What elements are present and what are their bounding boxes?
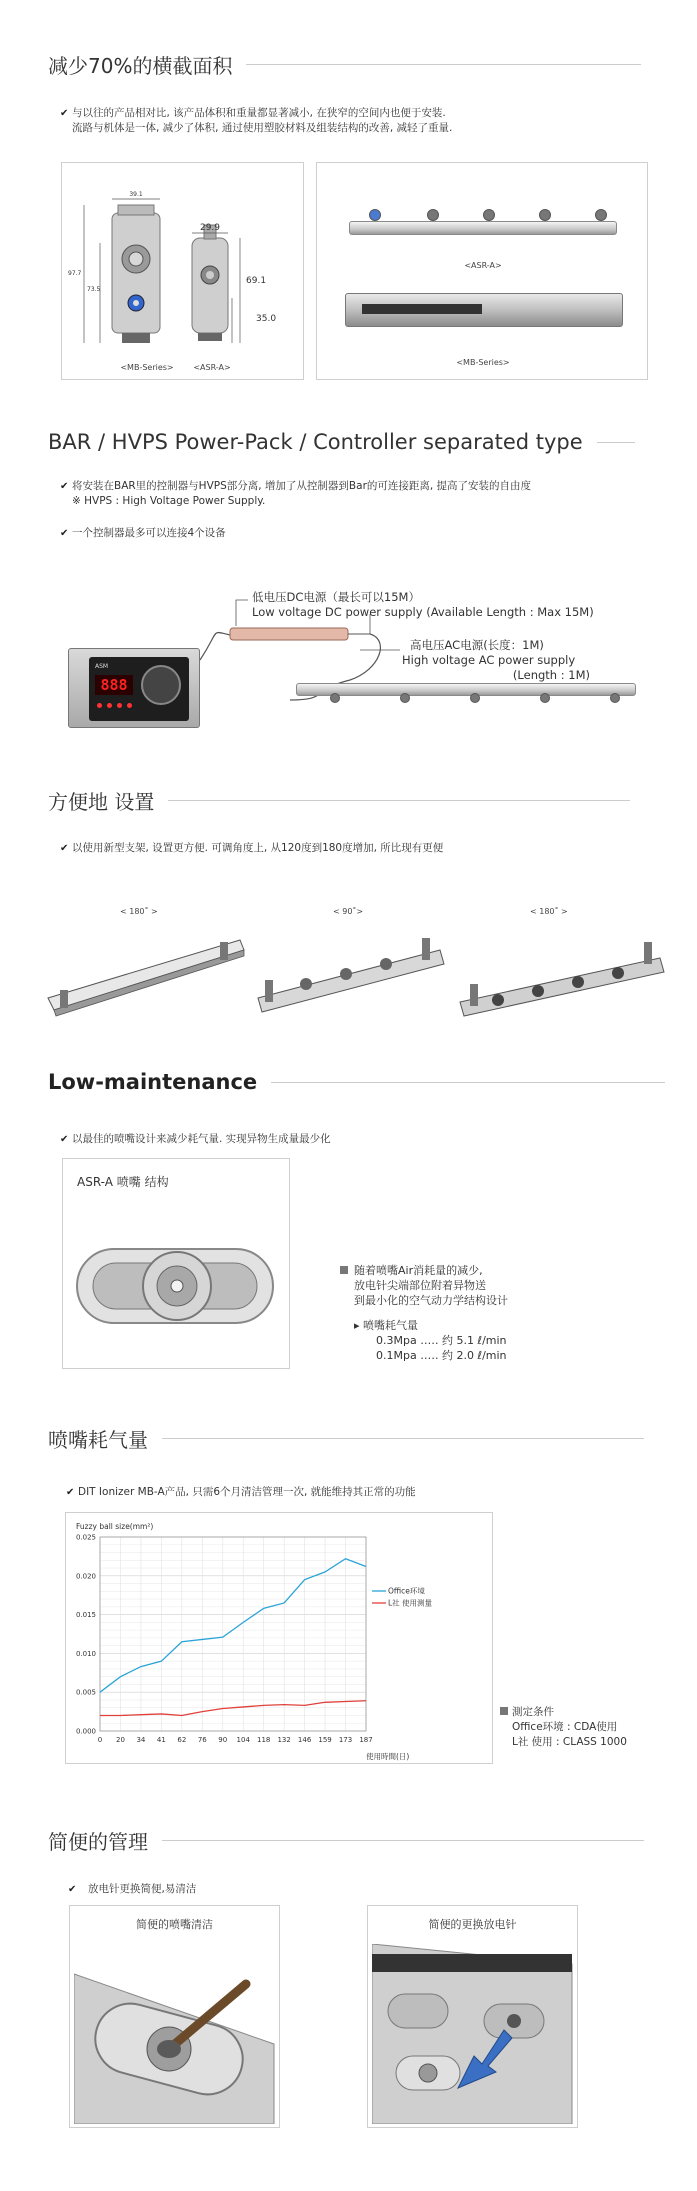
bullet-easy-management — [68, 1882, 196, 1897]
bullet-text: 以最佳的喷嘴设计来减少耗气量. 实现异物生成量最少化 — [72, 1133, 331, 1145]
legend-label: L社 使用测量 — [388, 1598, 433, 1608]
title-rule — [168, 800, 630, 801]
caption-asr-a-right: <ASR-A> — [464, 261, 502, 270]
angle-label: < 90˚> — [333, 907, 364, 916]
bullet-separated — [60, 479, 680, 509]
section-title-text: BAR / HVPS Power-Pack / Controller separated type — [48, 430, 583, 454]
legend-label: Office环境 — [388, 1586, 425, 1596]
hv-length-text: (Length : 1M) — [512, 668, 590, 682]
consumption-row: 0.1Mpa …‥ 约 2.0 ℓ/min — [376, 1349, 507, 1362]
series-line — [100, 1701, 366, 1716]
y-tick-label: 0.025 — [75, 1533, 96, 1542]
x-tick-label: 118 — [257, 1736, 271, 1744]
asr-a-body — [192, 238, 228, 333]
bullet-text: 流路与机体是一体, 减少了体积, 通过使用塑胶材料及组装结构的改善, 减轻了重量. — [72, 122, 453, 134]
bullet-text: 一个控制器最多可以连接4个设备 — [72, 527, 226, 539]
bullet-controller-count — [60, 526, 226, 541]
y-tick-label: 0.020 — [75, 1572, 96, 1581]
bullet-low-maintenance — [60, 1132, 331, 1147]
nozzle-icon — [540, 693, 550, 703]
angle-label: < 180˚ > — [530, 907, 568, 916]
bullet-text: 与以往的产品相对比, 该产品体积和重量都显著减小, 在狭窄的空间内也便于安装. — [72, 107, 446, 119]
box-title: 简便的更换放电针 — [428, 1918, 517, 1931]
dimension-drawing-box — [61, 162, 304, 380]
section-title-text: 方便地 设置 — [48, 790, 155, 814]
desc-text: 随着喷嘴Air消耗量的减少, — [354, 1264, 483, 1277]
bullet-text: DIT Ionizer MB-A产品, 只需6个月清洁管理一次, 就能维持其正常的功能 — [78, 1486, 416, 1498]
power-pack — [230, 628, 348, 640]
bullet-dot-icon: ▸ — [354, 1319, 364, 1332]
controller-panel — [89, 657, 189, 721]
low-voltage-label — [252, 590, 594, 620]
x-tick-label: 187 — [359, 1736, 373, 1744]
title-rule — [246, 64, 641, 65]
section-title-air-consumption — [48, 1424, 644, 1453]
fuzzy-ball-chart — [66, 1513, 492, 1763]
title-rule — [162, 1438, 644, 1439]
title-rule — [162, 1840, 644, 1841]
section-title-text: 简便的管理 — [48, 1830, 148, 1854]
mb-series-bar — [345, 293, 623, 327]
nozzle-illustration — [69, 1229, 285, 1349]
dim-label: 29.9 — [199, 223, 221, 233]
bullet-installation — [60, 841, 443, 856]
chart-x-label: 使用時間(日) — [366, 1752, 410, 1761]
check-icon: ✔ — [60, 528, 69, 539]
check-icon: ✔ — [60, 481, 69, 492]
bullet-text: 以使用新型支架, 设置更方便. 可调角度上, 从120度到180度增加, 所比现有更便 — [72, 842, 444, 854]
nozzle-structure-box — [62, 1158, 290, 1369]
nozzle-icon — [470, 693, 480, 703]
bullet-text: 将安装在BAR里的控制器与HVPS部分离, 增加了从控制器到Bar的可连接距离, 提高了安装的自由度 — [72, 480, 532, 492]
check-icon: ✔ — [66, 1487, 75, 1498]
cleaning-illustration — [74, 1944, 278, 2124]
lv-en-text: Low voltage DC power supply (Available Length : Max 15M) — [252, 605, 594, 619]
x-tick-label: 104 — [236, 1736, 250, 1744]
caption-mb-series: <MB-Series> — [120, 363, 174, 372]
ion-bar — [296, 683, 636, 696]
box-title: ASR-A 喷嘴 结构 — [77, 1175, 169, 1189]
section-title-cross-section — [48, 50, 641, 79]
nozzle-icon — [595, 209, 607, 221]
section-title-text: 喷嘴耗气量 — [48, 1428, 148, 1452]
consumption-row: 0.3Mpa …‥ 约 5.1 ℓ/min — [376, 1334, 507, 1347]
led-display: 888 — [95, 675, 133, 695]
angle-label: < 180˚ > — [120, 907, 158, 916]
check-icon: ✔ — [60, 108, 69, 119]
check-icon: ✔ — [60, 1134, 69, 1145]
x-tick-label: 146 — [297, 1736, 312, 1744]
x-tick-label: 173 — [338, 1736, 353, 1744]
dim-label: 35.0 — [256, 314, 277, 324]
chart-legend — [372, 1586, 433, 1608]
x-tick-label: 132 — [277, 1736, 291, 1744]
x-tick-label: 76 — [197, 1736, 207, 1744]
section-title-low-maintenance — [48, 1070, 665, 1094]
dim-label: 69.1 — [246, 276, 267, 286]
bullet-square-icon — [500, 1707, 508, 1715]
status-led — [97, 703, 102, 708]
section-title-text: Low-maintenance — [48, 1070, 258, 1094]
nozzle-icon — [330, 693, 340, 703]
series-line — [100, 1559, 366, 1692]
section-title-easy-management — [48, 1826, 644, 1855]
nozzle-icon — [400, 693, 410, 703]
nozzle-icon — [369, 209, 381, 221]
high-voltage-label — [402, 638, 590, 683]
x-tick-label: 159 — [318, 1736, 332, 1744]
desc-text: 喷嘴耗气量 — [363, 1319, 419, 1332]
x-tick-label: 90 — [218, 1736, 228, 1744]
title-rule — [597, 442, 635, 443]
bullet-text: 放电针更换简便,易清洁 — [88, 1883, 197, 1895]
controller-unit — [68, 648, 200, 728]
x-tick-label: 0 — [97, 1736, 103, 1744]
x-tick-label: 20 — [116, 1736, 125, 1744]
caption-asr-a: <ASR-A> — [193, 363, 231, 372]
y-tick-label: 0.000 — [75, 1727, 96, 1736]
nozzle-icon — [427, 209, 439, 221]
nozzle-description — [340, 1263, 508, 1363]
chart-y-ticks — [76, 1534, 96, 1736]
hv-en-text: High voltage AC power supply — [402, 653, 576, 667]
dim-label: 97.7 — [68, 270, 82, 277]
replacement-illustration — [372, 1944, 576, 2124]
desc-text: 放电针尖端部位附着异物送 — [354, 1279, 486, 1292]
bullet-cross-section — [60, 106, 660, 136]
x-tick-label: 41 — [156, 1736, 166, 1744]
status-led — [127, 703, 132, 708]
hv-cn-text: 高电压AC电源(长度：1M) — [410, 638, 544, 652]
navigation-pad[interactable] — [141, 665, 181, 705]
product-bars-box — [316, 162, 648, 380]
note-text: L社 使用 : CLASS 1000 — [512, 1736, 627, 1748]
bullet-square-icon — [340, 1266, 348, 1274]
measurement-conditions — [500, 1705, 627, 1750]
pin-replacement-box — [367, 1905, 578, 2128]
x-tick-label: 62 — [177, 1736, 187, 1744]
chart-x-ticks — [98, 1736, 373, 1744]
dim-label: 39.1 — [129, 191, 143, 198]
bullet-text: ※ HVPS : High Voltage Power Supply. — [72, 495, 266, 507]
section-title-separated-type — [48, 430, 635, 454]
note-title: 測定条件 — [512, 1706, 554, 1718]
y-tick-label: 0.015 — [75, 1611, 96, 1620]
section-title-installation — [48, 786, 630, 815]
check-icon: ✔ — [60, 843, 69, 854]
caption-mb-series-right: <MB-Series> — [456, 358, 510, 367]
check-icon: ✔ — [68, 1884, 77, 1895]
y-tick-label: 0.010 — [75, 1649, 96, 1658]
chart-y-label: Fuzzy ball size(mm²) — [76, 1522, 154, 1531]
nozzle-icon — [610, 693, 620, 703]
section-title-text: 减少70%的横截面积 — [48, 54, 233, 78]
bullet-air-consumption — [66, 1485, 416, 1500]
asr-a-bar — [349, 221, 617, 235]
desc-text: 到最小化的空气动力学结构设计 — [354, 1294, 508, 1307]
box-title: 简便的喷嘴清洁 — [136, 1918, 213, 1931]
nozzle-icon — [483, 209, 495, 221]
dim-label: 73.5 — [87, 286, 101, 293]
brand-label: ASM — [95, 663, 109, 670]
dimension-drawing — [62, 163, 303, 379]
chart-box — [65, 1512, 493, 1764]
status-led — [107, 703, 112, 708]
x-tick-label: 34 — [136, 1736, 146, 1744]
title-rule — [271, 1082, 665, 1083]
bracket-angle-illustrations — [40, 920, 680, 1020]
y-tick-label: 0.005 — [75, 1688, 96, 1697]
nozzle-cleaning-box — [69, 1905, 280, 2128]
note-text: Office环境 : CDA使用 — [512, 1721, 618, 1733]
status-led — [117, 703, 122, 708]
lv-cn-text: 低电压DC电源（最长可以15M） — [252, 590, 420, 604]
nozzle-icon — [539, 209, 551, 221]
